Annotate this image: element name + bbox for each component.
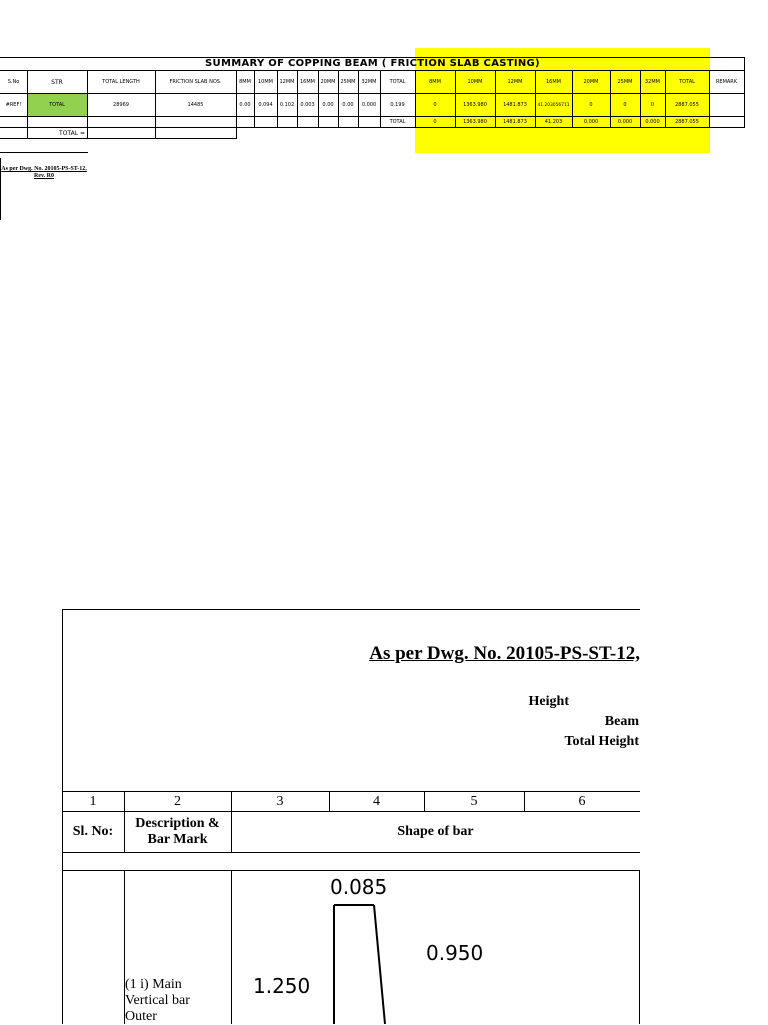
row1-cell: 0.094 — [258, 102, 273, 108]
row1-cell: 0.00 — [342, 102, 354, 108]
header-cell: STR — [51, 78, 63, 86]
col-number: 5 — [470, 793, 478, 809]
header-cell: 16MM — [546, 79, 561, 85]
header-cell: 8MM — [239, 79, 251, 85]
header-cell: TOTAL LENGTH — [102, 79, 140, 85]
description-header: Description & Bar Mark — [135, 816, 220, 847]
col-number: 3 — [276, 793, 284, 809]
row2-cell: 1481.873 — [503, 119, 527, 125]
row1-cell: 0 — [623, 102, 627, 108]
col-number: 1 — [89, 793, 97, 809]
row1-cell: 0.000 — [361, 102, 377, 108]
row1-cell: 41.203056711 — [537, 102, 570, 108]
row1-cell: 0 — [433, 102, 437, 108]
header-cell: 12MM — [507, 79, 523, 85]
row1-cell: 1363.980 — [463, 102, 487, 108]
header-cell: REMARK — [715, 79, 738, 85]
row1-cell: 28969 — [113, 102, 129, 108]
header-cell: 10MM — [258, 79, 273, 85]
header-cell: S.No — [7, 79, 20, 85]
header-cell: 12MM — [279, 79, 295, 85]
row1-cell: TOTAL — [49, 102, 65, 108]
header-cell: FRICTION SLAB NOS. — [169, 79, 222, 85]
header-cell: 20MM — [320, 79, 336, 85]
row2-cell: 0 — [433, 119, 437, 125]
header-cell: 10MM — [467, 79, 483, 85]
row1-cell: 0 — [650, 102, 655, 108]
height-label: Height — [528, 694, 569, 709]
row2-cell: 0.000 — [617, 119, 633, 125]
row1-cell: 0.00 — [239, 102, 251, 108]
col-number: 4 — [373, 793, 380, 809]
header-cell: 16MM — [300, 79, 315, 85]
header-cell: 20MM — [583, 79, 599, 85]
row2-cell: 0.000 — [583, 119, 599, 125]
header-cell: 32MM — [645, 79, 660, 85]
header-cell: 25MM — [617, 79, 633, 85]
sl-no-header: Sl. No: — [72, 824, 114, 839]
dimension-right: 0.950 — [426, 941, 484, 965]
col-number: 2 — [174, 793, 181, 809]
header-cell: 8MM — [429, 79, 441, 85]
row2-label: TOTAL — [389, 119, 406, 125]
drawing-reference: As per Dwg. No. 20105-PS-ST-12, — [369, 643, 640, 664]
row1-cell: #REF! — [5, 102, 22, 108]
row2-cell: 41.203 — [544, 119, 563, 125]
dimension-top: 0.085 — [330, 875, 388, 899]
row1-cell: 0.003 — [300, 102, 315, 108]
row1-cell: 1481.873 — [503, 102, 527, 108]
row2-cell: 1363.980 — [463, 119, 487, 125]
beam-label: Beam — [604, 714, 639, 729]
row2-cell: 0.000 — [645, 119, 660, 125]
header-cell: TOTAL — [389, 79, 406, 85]
shape-header: Shape of bar — [397, 824, 474, 839]
summary-title: SUMMARY OF COPPING BEAM ( FRICTION SLAB CASTING) — [205, 57, 540, 69]
total-height-label: Total Height — [564, 734, 639, 749]
header-cell: 32MM — [361, 79, 377, 85]
row1-cell: 0.00 — [322, 102, 334, 108]
row2-cell: 2887.055 — [675, 119, 699, 125]
header-cell: 25MM — [340, 79, 356, 85]
row1-cell: 14485 — [187, 102, 204, 108]
row1-cell: 2887.055 — [675, 102, 699, 108]
small-drawing-note: As per Dwg. No. 20105-PS-ST-12, Rev. R0 — [1, 166, 87, 179]
dimension-left: 1.250 — [253, 974, 311, 998]
row1-cell: 0.102 — [279, 102, 295, 108]
row1-cell: 0.199 — [390, 102, 405, 108]
header-cell: TOTAL — [679, 79, 695, 85]
total-label: TOTAL = — [59, 129, 85, 137]
row1-cell — [709, 94, 744, 116]
bar-description: (1 i) Main Vertical bar Outer — [125, 977, 190, 1024]
row1-cell: 0 — [589, 102, 593, 108]
col-number: 6 — [578, 793, 586, 809]
